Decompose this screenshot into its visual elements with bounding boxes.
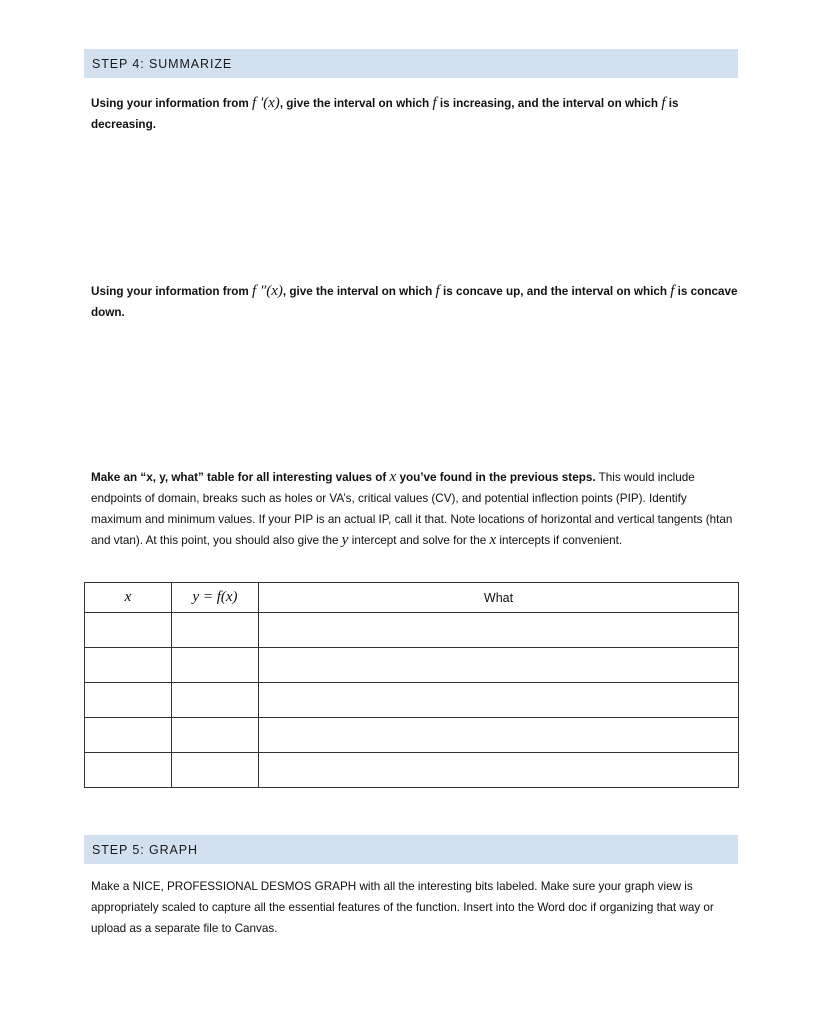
- table-row: [85, 683, 739, 718]
- f-math: f: [661, 95, 666, 111]
- cell-y[interactable]: [172, 753, 259, 788]
- xyw-table: [84, 582, 739, 788]
- cell-x[interactable]: [85, 753, 172, 788]
- step5-heading: [84, 835, 738, 864]
- cell-y[interactable]: [172, 648, 259, 683]
- table-instructions: Make an “x, y, what” table for all interesting values of x you’ve found in the previous steps. This would include endpoints of domain, breaks such as holes or VA’s, critical values (CV), and potential inflection points (PIP). Identify maximum and minimum values. If your PIP is an actual IP, call it that. Note locations of horizontal and vertical tangents (htan and vtan). At this point, you should also give the y intercept and solve for the x intercepts if convenient.: [91, 469, 733, 548]
- cell-y[interactable]: [172, 613, 259, 648]
- col-header-x: x: [85, 583, 172, 613]
- f-math: f: [435, 283, 440, 299]
- f-prime-math: f '(x): [252, 95, 280, 111]
- table-row: [85, 718, 739, 753]
- f-math: f: [670, 283, 675, 299]
- table-row: [85, 648, 739, 683]
- f-double-prime-math: f "(x): [252, 283, 283, 299]
- table-row: [85, 613, 739, 648]
- cell-y[interactable]: [172, 718, 259, 753]
- f-math: f: [432, 95, 437, 111]
- step4-heading: [84, 49, 738, 78]
- cell-x[interactable]: [85, 683, 172, 718]
- cell-x[interactable]: [85, 648, 172, 683]
- cell-what[interactable]: [259, 648, 739, 683]
- cell-x[interactable]: [85, 718, 172, 753]
- cell-what[interactable]: [259, 683, 739, 718]
- table-header-row: [85, 583, 739, 613]
- y-math: y: [341, 532, 349, 548]
- graph-instructions: Make a NICE, PROFESSIONAL DESMOS GRAPH with all the interesting bits labeled. Make sure your graph view is appropriately scaled to capture all the essential features of the function. Insert into the Word doc if organizing that way or upload as a separate file to Canvas.: [91, 880, 714, 935]
- increasing-question: Using your information from f '(x), give the interval on which f is increasing, and the interval on which f is decreasing.: [91, 95, 679, 131]
- x-math: x: [489, 532, 497, 548]
- col-header-y: y = f(x): [172, 583, 259, 613]
- col-header-what: What: [259, 583, 739, 613]
- concavity-question: Using your information from f "(x), give the interval on which f is concave up, and the interval on which f is concave down.: [91, 283, 738, 319]
- cell-x[interactable]: [85, 613, 172, 648]
- x-math: x: [389, 469, 397, 485]
- cell-what[interactable]: [259, 718, 739, 753]
- step4-heading-text: STEP 4: SUMMARIZE: [92, 56, 233, 71]
- cell-what[interactable]: [259, 753, 739, 788]
- cell-what[interactable]: [259, 613, 739, 648]
- cell-y[interactable]: [172, 683, 259, 718]
- step5-heading-text: STEP 5: GRAPH: [92, 842, 198, 857]
- table-row: [85, 753, 739, 788]
